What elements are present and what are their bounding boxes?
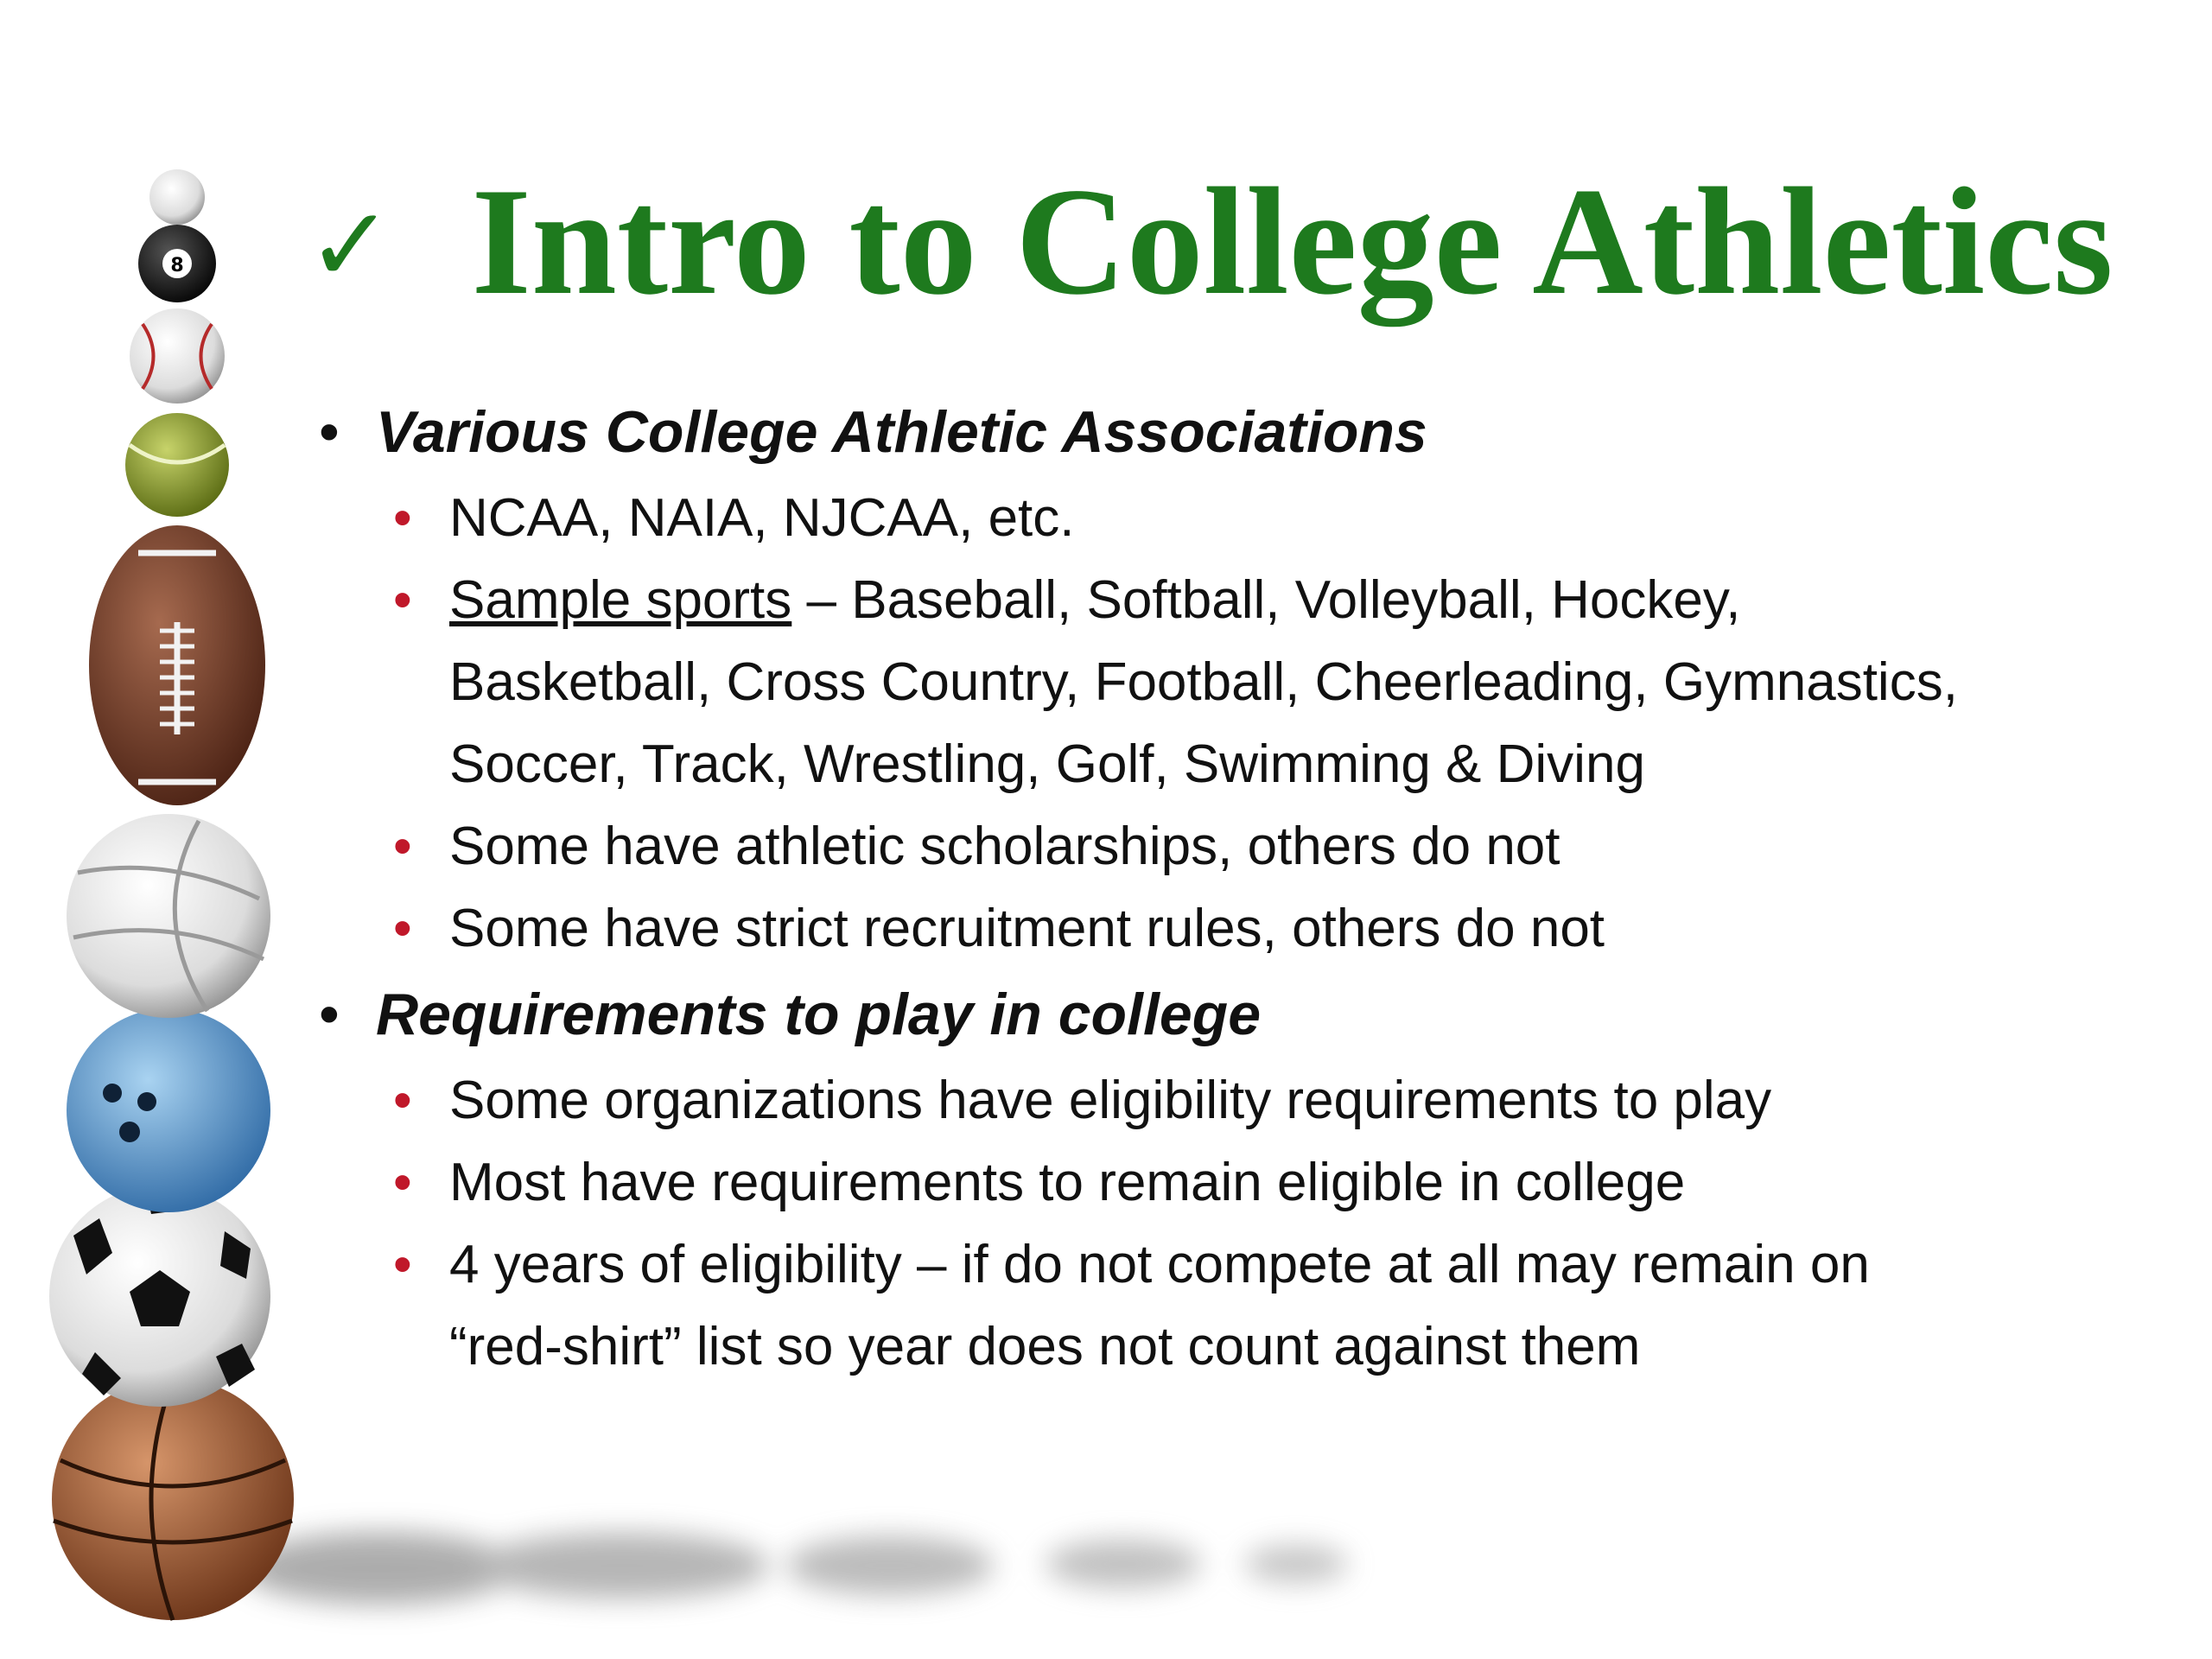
list-item-text: Soccer, Track, Wrestling, Golf, Swimming & Diving: [449, 734, 1645, 794]
list-item-text: 4 years of eligibility – if do not compete at all may remain on: [449, 1235, 1870, 1294]
section-heading: [315, 387, 2199, 477]
basketball-icon: [52, 1378, 294, 1620]
list-item-emphasis: Sample sports: [449, 570, 792, 630]
slide-title-text: Intro to College Athletics: [471, 156, 2113, 327]
baseball-icon: [130, 308, 225, 404]
bullet-icon: •: [393, 817, 412, 876]
section-heading-text: Requirements to play in college: [376, 982, 1262, 1047]
tennis-ball-icon: [125, 413, 229, 517]
football-icon: [89, 525, 265, 805]
soccer-ball-icon: [49, 1185, 270, 1407]
bowling-ball-icon: [67, 1008, 270, 1212]
volleyball-icon: [67, 814, 270, 1018]
list-item-text: “red-shirt” list so year does not count against them: [449, 1317, 1641, 1376]
slide-title: [307, 156, 2113, 327]
list-item-text: – Baseball, Softball, Volleyball, Hockey,: [791, 570, 1741, 630]
golf-ball-icon: [149, 169, 205, 225]
list-item: [315, 559, 2199, 805]
list-item-text: Some have athletic scholarships, others do not: [449, 817, 1560, 876]
list-item: [315, 887, 2199, 969]
list-item-text: NCAA, NAIA, NJCAA, etc.: [449, 488, 1075, 548]
bullet-icon: •: [393, 899, 412, 958]
bullet-icon: •: [393, 1153, 412, 1212]
section-heading-text: Various College Athletic Associations: [376, 399, 1427, 465]
section-heading: [315, 969, 2199, 1059]
list-item-text: Most have requirements to remain eligible in college: [449, 1153, 1686, 1212]
list-item-text: Some have strict recruitment rules, others do not: [449, 899, 1605, 958]
list-item: [315, 477, 2199, 559]
bullet-icon: •: [393, 488, 412, 548]
list-item: [315, 805, 2199, 887]
bullet-icon: •: [393, 1071, 412, 1130]
bullet-icon: •: [393, 1235, 412, 1294]
bullet-icon: •: [319, 982, 340, 1047]
list-item-text: Some organizations have eligibility requirements to play: [449, 1071, 1772, 1130]
list-item-text: Basketball, Cross Country, Football, Cheerleading, Gymnastics,: [449, 652, 1958, 712]
eight-ball-icon: [138, 225, 216, 302]
list-item: [315, 1059, 2199, 1141]
slide-body: [315, 387, 2199, 1388]
checkmark-icon: ✓: [307, 186, 394, 306]
balls-shadow: [242, 1532, 1348, 1605]
bullet-icon: •: [393, 570, 412, 630]
bullet-icon: •: [319, 399, 340, 465]
eight-ball-number: 8: [170, 255, 184, 276]
list-item: [315, 1224, 2199, 1388]
list-item: [315, 1141, 2199, 1224]
